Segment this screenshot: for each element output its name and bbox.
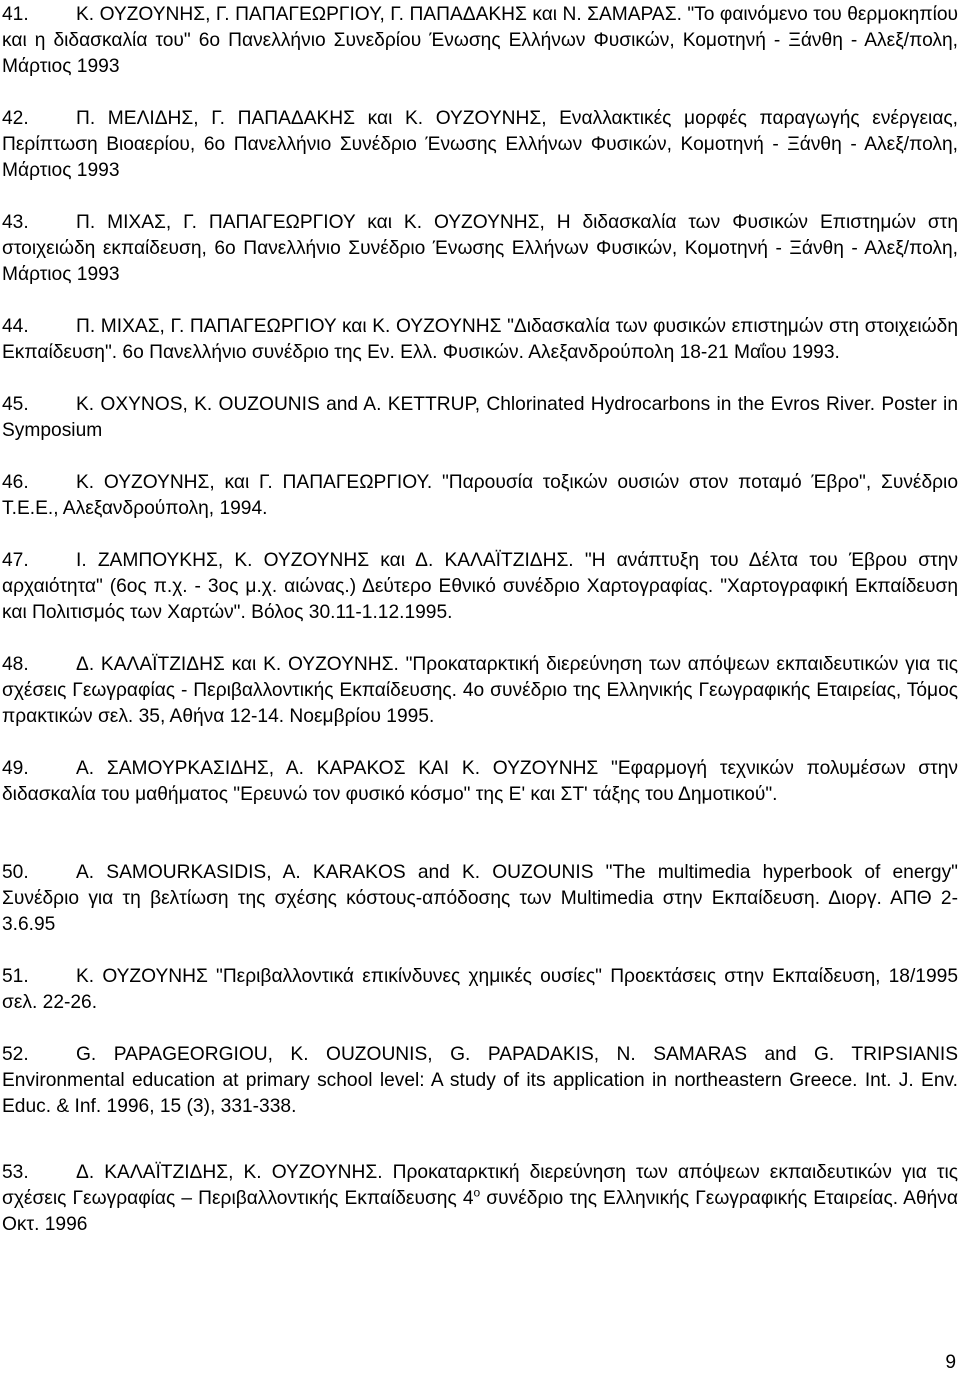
- reference-number: 44.: [2, 316, 29, 337]
- reference-entry-49: [2, 756, 958, 808]
- reference-entry-53: [2, 1160, 958, 1238]
- reference-text: Κ. ΟΥΖΟΥΝΗΣ, Γ. ΠΑΠΑΓΕΩΡΓΙΟΥ, Γ. ΠΑΠΑΔΑΚΗΣ και Ν. ΣΑΜΑΡΑΣ. "Το φαινόμενο του θερμοκηπίου και η διδασκαλία του" 6ο Πανελλήνιο Συνεδρίου Ένωσης Ελλήνων Φυσικών, Κομοτηνή - Ξάνθη - Αλεξ/πολη, Μάρτιος 1993: [2, 4, 958, 77]
- reference-text: Π. ΜΕΛΙΔΗΣ, Γ. ΠΑΠΑΔΑΚΗΣ και Κ. ΟΥΖΟΥΝΗΣ, Εναλλακτικές μορφές παραγωγής ενέργειας, Περίπτωση Βιοαερίου, 6ο Πανελλήνιο Συνέδριο Ένωσης Ελλήνων Φυσικών, Κομοτηνή - Ξάνθη - Αλεξ/πολη, Μάρτιος 1993: [2, 108, 958, 181]
- reference-text: Α. ΣΑΜΟΥΡΚΑΣΙΔΗΣ, Α. ΚΑΡΑΚΟΣ ΚΑΙ Κ. ΟΥΖΟΥΝΗΣ "Εφαρμογή τεχνικών πολυμέσων στην διδασκαλία του μαθήματος "Ερευνώ τον φυσικό κόσμο" της Ε' και ΣΤ' τάξης του Δημοτικού".: [2, 758, 958, 805]
- page-number: 9: [945, 1352, 956, 1373]
- reference-number: 53.: [2, 1162, 29, 1183]
- reference-number: 48.: [2, 654, 29, 675]
- reference-text: Κ. ΟΥΖΟΥΝΗΣ, και Γ. ΠΑΠΑΓΕΩΡΓΙΟΥ. "Παρουσία τοξικών ουσιών στον ποταμό Έβρο", Συνέδριο Τ.Ε.Ε., Αλεξανδρούπολη, 1994.: [2, 472, 958, 519]
- reference-text: Δ. ΚΑΛΑΪΤΖΙΔΗΣ, Κ. ΟΥΖΟΥΝΗΣ. Προκαταρκτική διερεύνηση των απόψεων εκπαιδευτικών για τις σχέσεις Γεωγραφίας – Περιβαλλοντικής Εκπαίδευσης 4: [2, 1162, 958, 1209]
- reference-entry-52: [2, 1042, 958, 1120]
- reference-text-continued: συνέδριο της Ελληνικής Γεωγραφικής Εταιρείας. Αθήνα Οκτ. 1996: [2, 1188, 958, 1235]
- reference-number: 47.: [2, 550, 29, 571]
- reference-entry-45: [2, 392, 958, 444]
- reference-text: Κ. ΟΥΖΟΥΝΗΣ "Περιβαλλοντικά επικίνδυνες χημικές ουσίες" Προεκτάσεις στην Εκπαίδευση, 18/1995 σελ. 22-26.: [2, 966, 958, 1013]
- reference-text: K. OXYNOS, K. OUZOUNIS and A. KETTRUP, Chlorinated Hydrocarbons in the Evros River. Poster in Symposium: [2, 394, 958, 441]
- reference-text: A. SAMOURKASIDIS, A. KARAKOS and K. OUZOUNIS "The multimedia hyperbook of energy" Συνέδριο για τη βελτίωση της σχέσης κόστους-απόδοσης των Multimedia στην Εκπαίδευση. Διοργ. ΑΠΘ 2-3.6.95: [2, 862, 958, 935]
- reference-entry-47: [2, 548, 958, 626]
- reference-entry-50: [2, 860, 958, 938]
- reference-entry-48: [2, 652, 958, 730]
- reference-number: 50.: [2, 862, 29, 883]
- reference-text: G. PAPAGEORGIOU, K. OUZOUNIS, G. PAPADAKIS, N. SAMARAS and G. TRIPSIANIS Environmental education at primary school level: A study of its application in northeastern Greece. Int. J. Env. Educ. & Inf. 1996, 15 (3), 331-338.: [2, 1044, 958, 1117]
- reference-number: 41.: [2, 4, 29, 25]
- reference-number: 45.: [2, 394, 29, 415]
- reference-text: Π. ΜΙΧΑΣ, Γ. ΠΑΠΑΓΕΩΡΓΙΟΥ και Κ. ΟΥΖΟΥΝΗΣ, Η διδασκαλία των Φυσικών Επιστημών στη στοιχειώδη εκπαίδευση, 6ο Πανελλήνιο Συνέδριο Ένωσης Ελλήνων Φυσικών, Κομοτηνή - Ξάνθη - Αλεξ/πολη, Μάρτιος 1993: [2, 212, 958, 285]
- reference-number: 51.: [2, 966, 29, 987]
- reference-number: 43.: [2, 212, 29, 233]
- reference-entry-44: [2, 314, 958, 366]
- reference-text: Δ. ΚΑΛΑΪΤΖΙΔΗΣ και Κ. ΟΥΖΟΥΝΗΣ. "Προκαταρκτική διερεύνηση των απόψεων εκπαιδευτικών για τις σχέσεις Γεωγραφίας - Περιβαλλοντικής Εκπαίδευσης. 4ο συνέδριο της Ελληνικής Γεωγραφικής Εταιρείας, Τόμος πρακτικών σελ. 35, Αθήνα 12-14. Νοεμβρίου 1995.: [2, 654, 958, 727]
- reference-number: 52.: [2, 1044, 29, 1065]
- ordinal-superscript: ο: [473, 1185, 481, 1200]
- reference-entry-41: [2, 2, 958, 80]
- reference-entry-42: [2, 106, 958, 184]
- reference-entry-51: [2, 964, 958, 1016]
- reference-text: Π. ΜΙΧΑΣ, Γ. ΠΑΠΑΓΕΩΡΓΙΟΥ και Κ. ΟΥΖΟΥΝΗΣ "Διδασκαλία των φυσικών επιστημών στη στοιχειώδη Εκπαίδευση". 6ο Πανελλήνιο συνέδριο της Εν. Ελλ. Φυσικών. Αλεξανδρούπολη 18-21 Μαΐου 1993.: [2, 316, 958, 363]
- reference-number: 49.: [2, 758, 29, 779]
- reference-number: 46.: [2, 472, 29, 493]
- reference-number: 42.: [2, 108, 29, 129]
- reference-entry-46: [2, 470, 958, 522]
- reference-entry-43: [2, 210, 958, 288]
- reference-text: Ι. ΖΑΜΠΟΥΚΗΣ, Κ. ΟΥΖΟΥΝΗΣ και Δ. ΚΑΛΑΪΤΖΙΔΗΣ. "Η ανάπτυξη του Δέλτα του Έβρου στην αρχαιότητα" (6ος π.χ. - 3ος μ.χ. αιώνας.) Δεύτερο Εθνικό συνέδριο Χαρτογραφίας. "Χαρτογραφική Εκπαίδευση και Πολιτισμός των Χαρτών". Βόλος 30.11-1.12.1995.: [2, 550, 958, 623]
